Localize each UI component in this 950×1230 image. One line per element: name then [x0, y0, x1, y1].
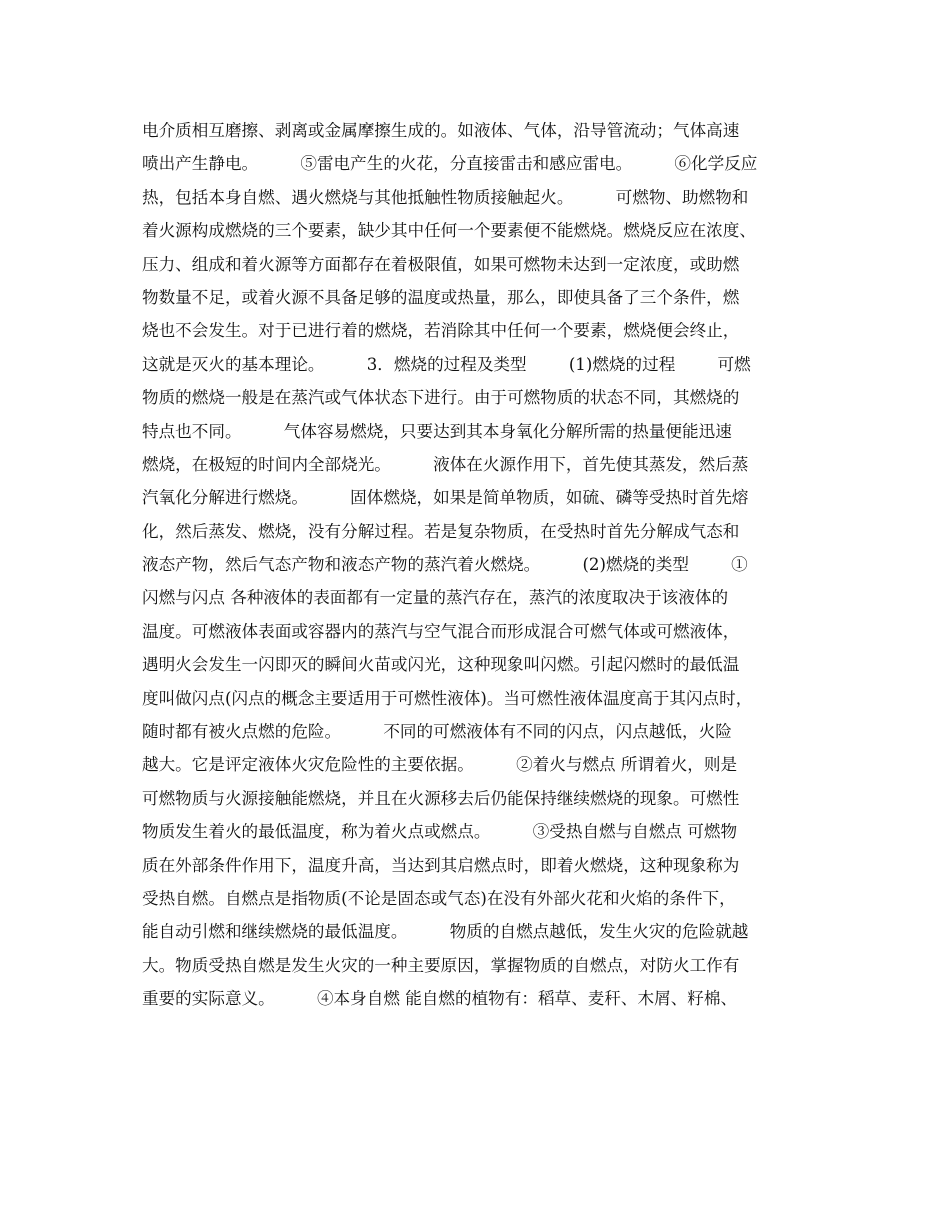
text-line: 燃烧，在极短的时间内全部烧光。 液体在火源作用下，首先使其蒸发，然后蒸 [142, 454, 749, 474]
text-line: 度叫做闪点(闪点的概念主要适用于可燃性液体)。当可燃性液体温度高于其闪点时， [142, 688, 753, 708]
text-line: 这就是灭火的基本理论。 3．燃烧的过程及类型 (1)燃烧的过程 可燃 [142, 354, 751, 374]
text-line: 受热自燃。自燃点是指物质(不论是固态或气态)在没有外部火花和火焰的条件下， [142, 888, 736, 908]
text-line: 喷出产生静电。 ⑤雷电产生的火花，分直接雷击和感应雷电。 ⑥化学反应 [142, 154, 758, 174]
text-line: 越大。它是评定液体火灾危险性的主要依据。 ②着火与燃点 所谓着火，则是 [142, 755, 738, 775]
text-line: 质在外部条件作用下，温度升高，当达到其启燃点时，即着火燃烧，这种现象称为 [142, 855, 740, 875]
text-line: 烧也不会发生。对于已进行着的燃烧，若消除其中任何一个要素，燃烧便会终止， [142, 321, 740, 341]
text-line: 闪燃与闪点 各种液体的表面都有一定量的蒸汽存在，蒸汽的浓度取决于该液体的 [142, 588, 729, 608]
text-line: 化，然后蒸发、燃烧，没有分解过程。若是复杂物质，在受热时首先分解成气态和 [142, 521, 740, 541]
text-line: 温度。可燃液体表面或容器内的蒸汽与空气混合而形成混合可燃气体或可燃液体， [142, 621, 740, 641]
text-line: 物质的燃烧一般是在蒸汽或气体状态下进行。由于可燃物质的状态不同，其燃烧的 [142, 388, 740, 408]
text-line: 压力、组成和着火源等方面都存在着极限值，如果可燃物未达到一定浓度，或助燃 [142, 254, 740, 274]
text-line: 液态产物，然后气态产物和液态产物的蒸汽着火燃烧。 (2)燃烧的类型 ① [142, 555, 748, 575]
text-line: 着火源构成燃烧的三个要素，缺少其中任何一个要素便不能燃烧。燃烧反应在浓度、 [142, 221, 756, 241]
text-line: 物数量不足，或着火源不具备足够的温度或热量，那么，即使具备了三个条件，燃 [142, 287, 740, 307]
text-line: 汽氧化分解进行燃烧。 固体燃烧，如果是简单物质，如硫、磷等受热时首先熔 [142, 488, 749, 508]
text-line: 热，包括本身自燃、遇火燃烧与其他抵触性物质接触起火。 可燃物、助燃物和 [142, 187, 749, 207]
text-line: 可燃物质与火源接触能燃烧，并且在火源移去后仍能保持继续燃烧的现象。可燃性 [142, 788, 740, 808]
text-line: 重要的实际意义。 ④本身自燃 能自燃的植物有：稻草、麦秆、木屑、籽棉、 [142, 989, 738, 1009]
text-line: 电介质相互磨擦、剥离或金属摩擦生成的。如液体、气体，沿导管流动；气体高速 [142, 121, 740, 140]
text-line: 大。物质受热自燃是发生火灾的一种主要原因，掌握物质的自燃点，对防火工作有 [142, 955, 740, 975]
text-line: 遇明火会发生一闪即灭的瞬间火苗或闪光，这种现象叫闪燃。引起闪燃时的最低温 [142, 655, 740, 675]
text-line: 随时都有被火点燃的危险。 不同的可燃液体有不同的闪点，闪点越低，火险 [142, 722, 732, 742]
body-text [142, 114, 842, 1016]
text-line: 特点也不同。 气体容易燃烧，只要达到其本身氧化分解所需的热量便能迅速 [142, 421, 732, 441]
text-line: 能自动引燃和继续燃烧的最低温度。 物质的自燃点越低，发生火灾的危险就越 [142, 922, 749, 942]
text-line: 物质发生着火的最低温度，称为着火点或燃点。 ③受热自燃与自燃点 可燃物 [142, 822, 738, 842]
